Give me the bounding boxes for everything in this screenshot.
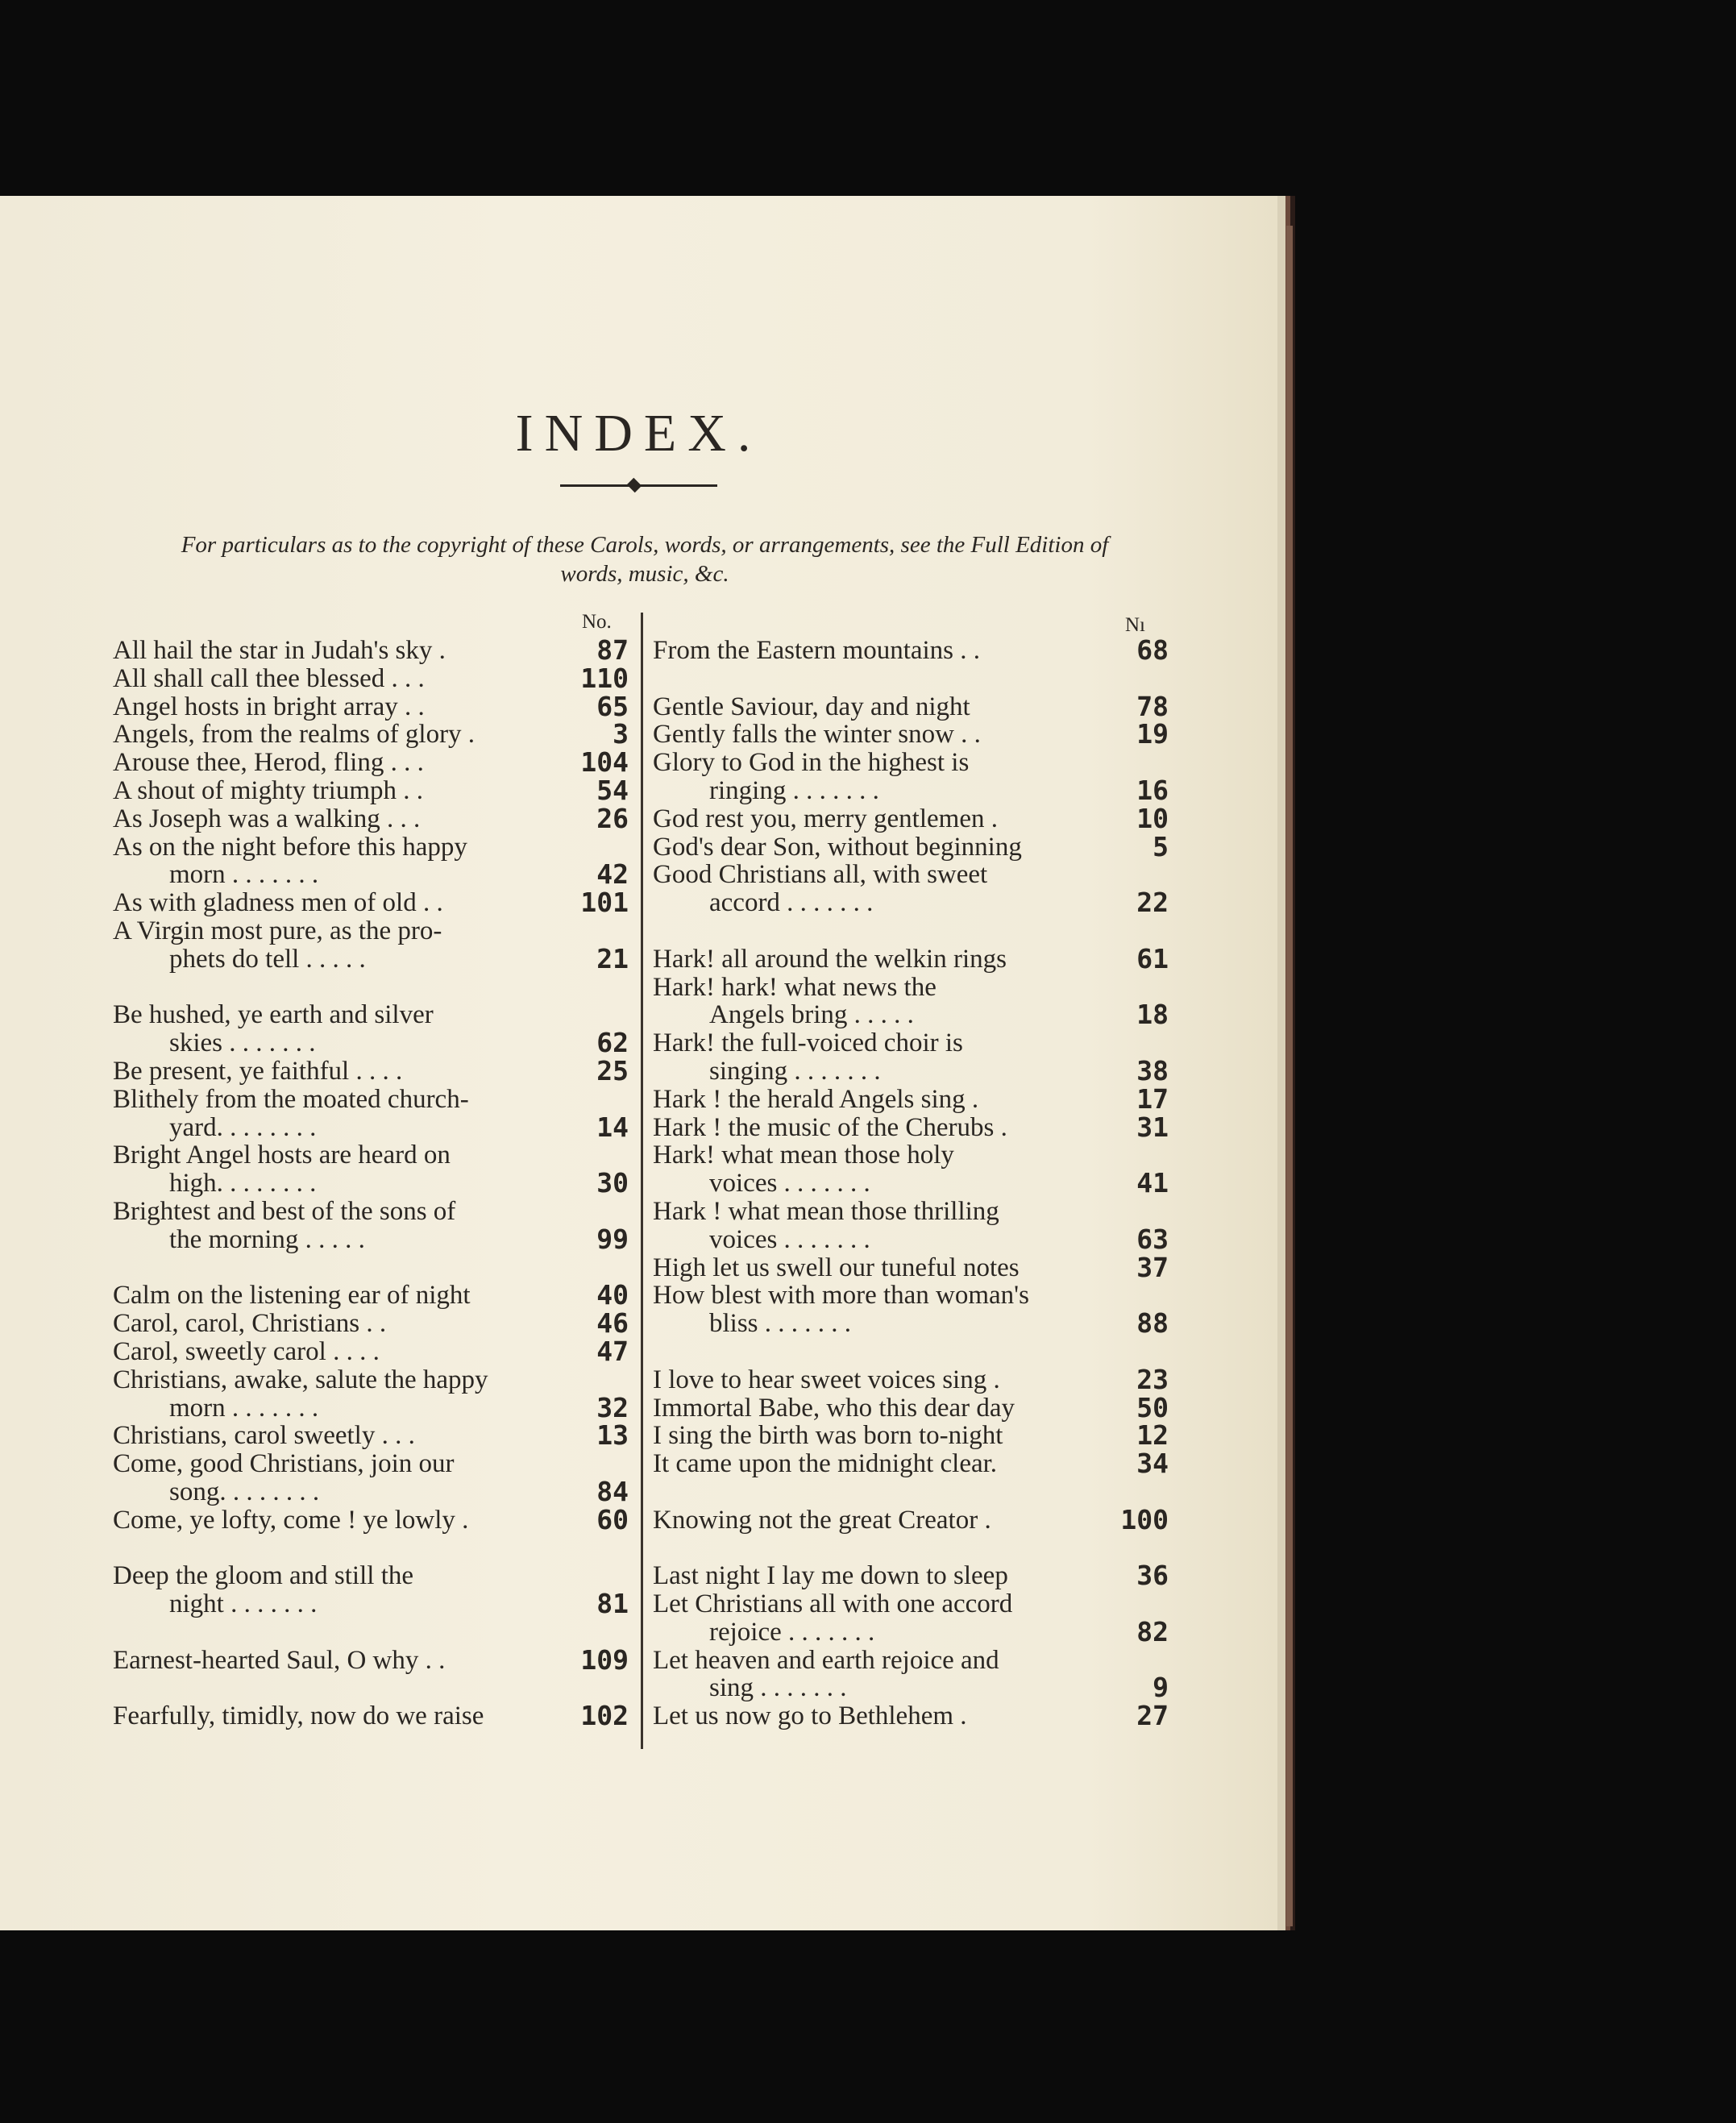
entry-number: 30 — [596, 1167, 629, 1199]
entry-number: 25 — [596, 1054, 629, 1086]
entry-number: 62 — [596, 1027, 629, 1059]
entry-number: 40 — [596, 1279, 629, 1311]
index-entry — [113, 1029, 629, 1057]
index-entry — [113, 718, 629, 750]
entry-number: 12 — [1136, 1419, 1169, 1452]
left-column-header: No. — [582, 611, 612, 633]
index-entry — [113, 1419, 629, 1452]
entry-number: 100 — [1120, 1503, 1169, 1535]
index-gap — [113, 974, 629, 1002]
entry-number: 99 — [596, 1223, 629, 1255]
index-entry — [113, 1503, 629, 1535]
index-entry — [113, 1702, 629, 1730]
index-entry — [113, 889, 629, 917]
entry-title: Let heaven and earth rejoice and — [653, 1645, 999, 1675]
index-entry — [653, 942, 1169, 974]
entry-number: 3 — [613, 718, 629, 750]
index-gap — [653, 917, 1169, 945]
index-entry — [113, 1198, 629, 1226]
column-divider — [641, 613, 643, 1749]
entry-title: Brightest and best of the sons of — [113, 1196, 456, 1226]
index-entry — [113, 1223, 629, 1255]
entry-number: 10 — [1136, 802, 1169, 834]
index-entry — [653, 1251, 1169, 1283]
entry-title: Bright Angel hosts are heard on — [113, 1140, 451, 1170]
index-entry — [653, 1054, 1169, 1086]
entry-number: 101 — [580, 887, 629, 919]
entry-title: Christians, awake, salute the happy — [113, 1365, 488, 1394]
entry-title: Gently falls the winter snow . . — [653, 720, 981, 750]
entry-number: 60 — [596, 1503, 629, 1535]
entry-number: 87 — [596, 634, 629, 666]
index-entry — [653, 1363, 1169, 1395]
index-entry — [113, 1643, 629, 1676]
entry-title: song. . . . . . . . — [169, 1477, 320, 1506]
index-entry — [113, 1086, 629, 1114]
entry-title: Angels, from the realms of glory . — [113, 720, 476, 750]
entry-number: 109 — [580, 1643, 629, 1676]
index-entry — [653, 1167, 1169, 1199]
entry-number: 68 — [1136, 634, 1169, 666]
entry-title: Fearfully, timidly, now do we raise — [113, 1701, 484, 1731]
index-entry — [113, 1335, 629, 1367]
entry-number: 81 — [596, 1588, 629, 1620]
entry-number: 21 — [596, 942, 629, 974]
entry-title: Be hushed, ye earth and silver — [113, 1000, 434, 1030]
entry-title: Carol, carol, Christians . . — [113, 1309, 387, 1339]
entry-number: 88 — [1136, 1307, 1169, 1340]
index-entry — [113, 1141, 629, 1170]
entry-number: 14 — [596, 1111, 629, 1143]
entry-title: Angel hosts in bright array . . — [113, 692, 425, 721]
entry-title: Calm on the listening ear of night — [113, 1281, 471, 1311]
entry-title: accord . . . . . . . — [709, 888, 874, 918]
index-entry — [653, 1503, 1169, 1535]
index-entry — [653, 1282, 1169, 1310]
entry-title: singing . . . . . . . — [709, 1056, 881, 1086]
entry-number: 13 — [596, 1419, 629, 1452]
index-entry — [653, 1615, 1169, 1647]
index-entry — [653, 802, 1169, 834]
entry-title: Arouse thee, Herod, fling . . . — [113, 748, 424, 778]
entry-number: 50 — [1136, 1391, 1169, 1423]
index-entry — [113, 662, 629, 694]
entry-title: Christians, carol sweetly . . . — [113, 1421, 415, 1451]
entry-number: 46 — [596, 1307, 629, 1340]
index-entry — [653, 1562, 1169, 1590]
entry-number: 36 — [1136, 1560, 1169, 1592]
entry-number: 32 — [596, 1391, 629, 1423]
entry-title: All hail the star in Judah's sky . — [113, 636, 446, 665]
index-entry — [113, 802, 629, 834]
entry-title: Hark! all around the welkin rings — [653, 944, 1007, 974]
index-entry — [113, 833, 629, 862]
index-entry — [653, 1647, 1169, 1675]
entry-title: Hark! hark! what news the — [653, 972, 937, 1002]
entry-number: 17 — [1136, 1082, 1169, 1115]
entry-title: Hark ! the herald Angels sing . — [653, 1084, 979, 1114]
entry-title: ringing . . . . . . . — [709, 775, 879, 805]
entry-title: I love to hear sweet voices sing . — [653, 1365, 1000, 1394]
book-cover-edge — [1286, 226, 1293, 1926]
entry-title: Let us now go to Bethlehem . — [653, 1701, 967, 1731]
entry-title: morn . . . . . . . — [169, 1393, 319, 1423]
entry-title: It came upon the midnight clear. — [653, 1449, 998, 1479]
entry-title: Hark ! the music of the Cherubs . — [653, 1112, 1007, 1142]
entry-title: I sing the birth was born to-night — [653, 1421, 1003, 1451]
index-entry — [113, 1391, 629, 1423]
entry-number: 65 — [596, 690, 629, 722]
entry-number: 102 — [580, 1700, 629, 1732]
entry-title: Hark ! what mean those thrilling — [653, 1196, 999, 1226]
index-right-column — [653, 634, 1169, 1732]
entry-title: All shall call thee blessed . . . — [113, 663, 425, 693]
index-gap — [653, 1478, 1169, 1506]
entry-number: 31 — [1136, 1111, 1169, 1143]
entry-title: Blithely from the moated church- — [113, 1084, 469, 1114]
entry-number: 23 — [1136, 1363, 1169, 1395]
index-gap — [113, 1535, 629, 1563]
entry-title: yard. . . . . . . . — [169, 1112, 317, 1142]
entry-title: Be present, ye faithful . . . . — [113, 1056, 403, 1086]
index-entry — [653, 749, 1169, 777]
index-entry — [653, 1674, 1169, 1702]
entry-title: Come, good Christians, join our — [113, 1449, 455, 1479]
entry-title: From the Eastern mountains . . — [653, 636, 981, 665]
entry-title: bliss . . . . . . . — [709, 1309, 852, 1339]
index-gap — [653, 1338, 1169, 1366]
index-entry — [653, 690, 1169, 722]
entry-title: As with gladness men of old . . — [113, 888, 443, 918]
index-entry — [653, 1001, 1169, 1029]
entry-title: sing . . . . . . . — [709, 1673, 847, 1703]
index-entry — [113, 1475, 629, 1507]
entry-title: phets do tell . . . . . — [169, 944, 366, 974]
entry-number: 82 — [1136, 1615, 1169, 1647]
entry-title: A Virgin most pure, as the pro- — [113, 916, 442, 945]
index-entry — [653, 1223, 1169, 1255]
right-column-header: Nı — [1125, 614, 1145, 636]
index-entry — [113, 917, 629, 945]
entry-title: Angels bring . . . . . — [709, 1000, 914, 1030]
entry-number: 19 — [1136, 718, 1169, 750]
index-entry — [113, 1167, 629, 1199]
entry-title: rejoice . . . . . . . — [709, 1617, 875, 1647]
index-entry — [653, 774, 1169, 806]
entry-title: Let Christians all with one accord — [653, 1589, 1013, 1619]
entry-title: How blest with more than woman's — [653, 1281, 1029, 1311]
copyright-note: For particulars as to the copyright of these Carols, words, or arrangements, see the Full Edition of words, music, &c. — [181, 532, 1109, 587]
index-gap — [113, 1618, 629, 1647]
entry-number: 63 — [1136, 1223, 1169, 1255]
entry-number: 37 — [1136, 1251, 1169, 1283]
index-entry — [653, 1111, 1169, 1143]
entry-title: Earnest-hearted Saul, O why . . — [113, 1645, 446, 1675]
entry-number: 61 — [1136, 942, 1169, 974]
index-entry — [653, 1082, 1169, 1115]
index-entry — [113, 690, 629, 722]
index-entry — [113, 1450, 629, 1478]
index-entry — [653, 861, 1169, 889]
index-entry — [653, 889, 1169, 917]
index-entry — [113, 1279, 629, 1311]
entry-number: 9 — [1152, 1672, 1169, 1704]
entry-number: 34 — [1136, 1448, 1169, 1480]
index-gap — [653, 665, 1169, 693]
entry-title: Good Christians all, with sweet — [653, 860, 988, 890]
entry-number: 54 — [596, 774, 629, 806]
index-entry — [653, 718, 1169, 750]
index-gap — [113, 1674, 629, 1702]
index-entry — [653, 1702, 1169, 1730]
entry-number: 104 — [580, 746, 629, 779]
entry-number: 110 — [580, 662, 629, 694]
entry-title: As on the night before this happy — [113, 832, 467, 862]
index-entry — [653, 1391, 1169, 1423]
entry-title: Come, ye lofty, come ! ye lowly . — [113, 1505, 469, 1535]
index-entry — [653, 1029, 1169, 1057]
entry-title: God's dear Son, without beginning — [653, 832, 1022, 862]
entry-title: Glory to God in the highest is — [653, 748, 970, 778]
entry-number: 41 — [1136, 1167, 1169, 1199]
index-entry — [113, 746, 629, 779]
entry-number: 47 — [596, 1335, 629, 1367]
index-entry — [113, 634, 629, 666]
entry-title: morn . . . . . . . — [169, 860, 319, 890]
entry-title: Carol, sweetly carol . . . . — [113, 1336, 380, 1366]
index-entry — [113, 1307, 629, 1340]
entry-number: 16 — [1136, 774, 1169, 806]
index-entry — [653, 1590, 1169, 1618]
entry-title: the morning . . . . . — [169, 1224, 365, 1254]
page-title: INDEX. — [515, 404, 762, 463]
entry-title: Hark! the full-voiced choir is — [653, 1028, 963, 1058]
entry-title: high. . . . . . . . — [169, 1169, 317, 1199]
entry-number: 5 — [1152, 830, 1169, 862]
index-entry — [113, 1001, 629, 1029]
index-left-column — [113, 634, 629, 1732]
entry-number: 27 — [1136, 1700, 1169, 1732]
entry-title: voices . . . . . . . — [709, 1224, 870, 1254]
index-entry — [113, 1562, 629, 1590]
entry-number: 22 — [1136, 887, 1169, 919]
entry-title: Deep the gloom and still the — [113, 1561, 414, 1591]
entry-title: Gentle Saviour, day and night — [653, 692, 970, 721]
entry-number: 26 — [596, 802, 629, 834]
index-entry — [653, 1307, 1169, 1340]
entry-number: 78 — [1136, 690, 1169, 722]
entry-title: God rest you, merry gentlemen . — [653, 804, 998, 833]
entry-title: skies . . . . . . . — [169, 1028, 316, 1058]
index-entry — [653, 1141, 1169, 1170]
entry-title: night . . . . . . . — [169, 1589, 318, 1619]
entry-number: 42 — [596, 858, 629, 891]
entry-title: As Joseph was a walking . . . — [113, 804, 421, 833]
index-gap — [653, 1535, 1169, 1563]
entry-title: Knowing not the great Creator . — [653, 1505, 991, 1535]
index-gap — [113, 1254, 629, 1282]
entry-number: 84 — [596, 1475, 629, 1507]
index-entry — [653, 1419, 1169, 1452]
index-entry — [653, 634, 1169, 666]
index-entry — [113, 858, 629, 891]
entry-title: Last night I lay me down to sleep — [653, 1561, 1008, 1591]
entry-number: 18 — [1136, 999, 1169, 1031]
index-entry — [113, 1366, 629, 1394]
entry-title: Hark! what mean those holy — [653, 1140, 954, 1170]
index-entry — [113, 1590, 629, 1618]
index-entry — [113, 1111, 629, 1143]
entry-title: Immortal Babe, who this dear day — [653, 1393, 1015, 1423]
entry-title: A shout of mighty triumph . . — [113, 775, 424, 805]
entry-title: High let us swell our tuneful notes — [653, 1253, 1020, 1282]
entry-number: 38 — [1136, 1054, 1169, 1086]
index-entry — [113, 1054, 629, 1086]
index-entry — [653, 974, 1169, 1002]
index-entry — [653, 830, 1169, 862]
index-entry — [653, 1198, 1169, 1226]
index-entry — [113, 942, 629, 974]
index-entry — [113, 774, 629, 806]
entry-title: voices . . . . . . . — [709, 1169, 870, 1199]
index-entry — [653, 1450, 1169, 1478]
